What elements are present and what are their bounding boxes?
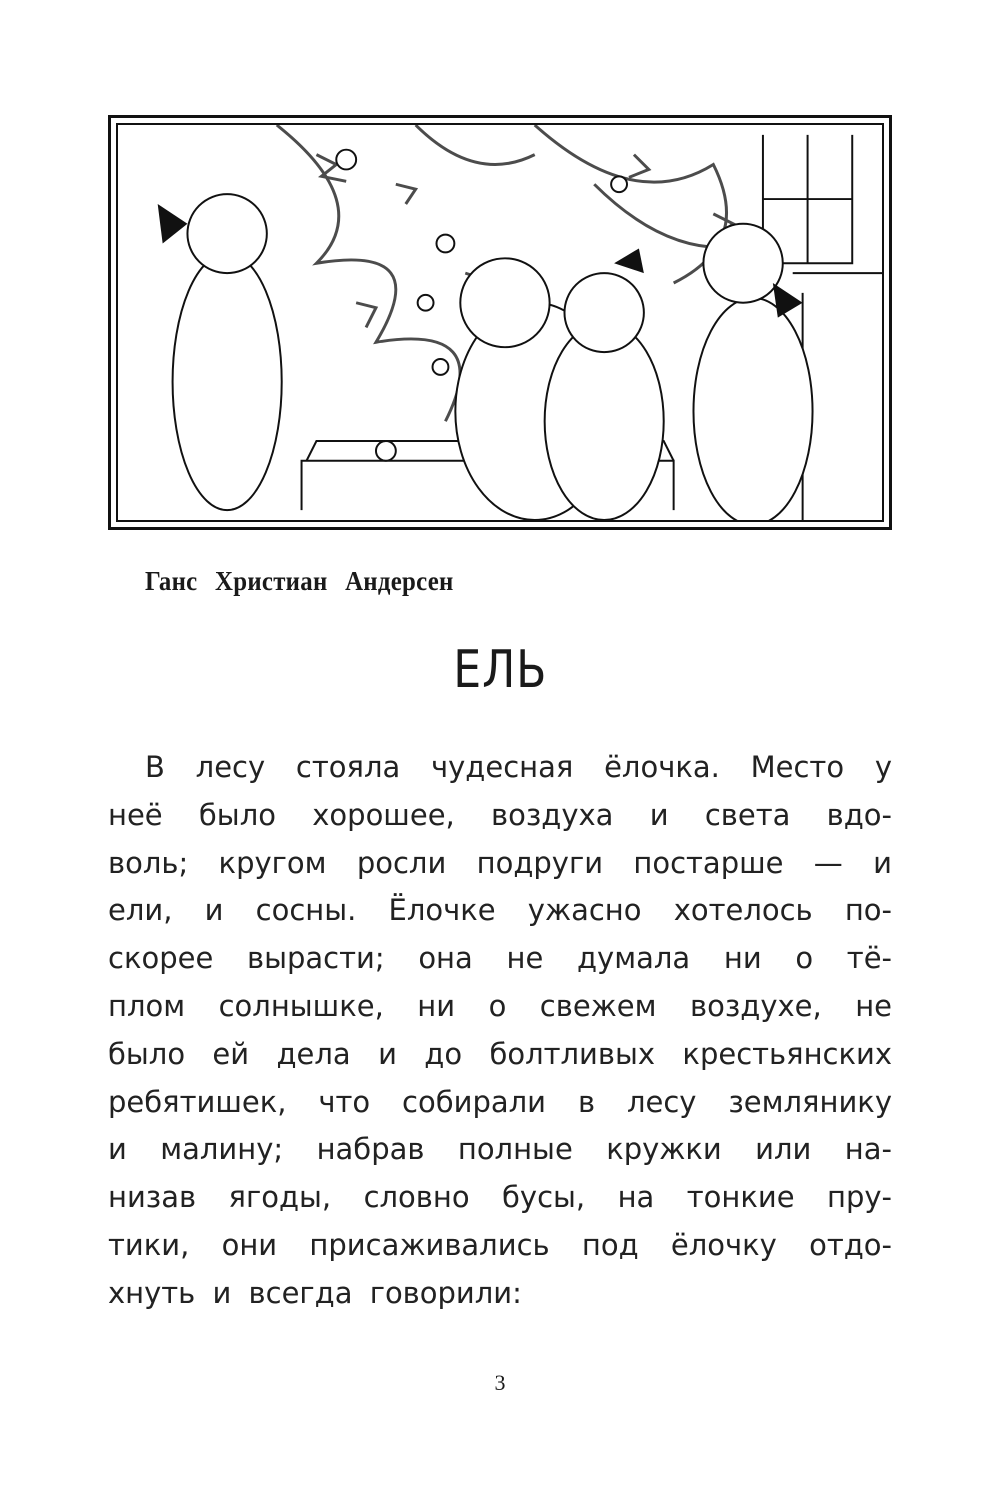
text-line: низав ягоды, словно бусы, на тонкие пру- [108, 1180, 892, 1215]
text-line: ребятишек, что собирали в лесу землянику [108, 1084, 892, 1119]
text-line: хнуть и всегда говорили: [108, 1275, 522, 1310]
text-line: ели, и сосны. Ёлочке ужасно хотелось по- [108, 893, 892, 928]
story-title [0, 640, 1000, 700]
christmas-tree-illustration [116, 123, 884, 522]
text-line: плом солнышке, ни о свежем воздухе, не [108, 988, 892, 1023]
illustration-frame [108, 115, 892, 530]
story-title-text: ЕЛЬ [452, 640, 548, 700]
page-number: 3 [494, 1370, 506, 1395]
text-line: скорее вырасти; она не думала ни о тё- [108, 941, 892, 976]
text-line: В лесу стояла чудесная ёлочка. Место у [145, 750, 892, 784]
text-line: было ей дела и до болтливых крестьянских [108, 1036, 892, 1071]
text-line: тики, они присаживались под ёлочку отдо- [108, 1227, 892, 1262]
illustration-image [118, 125, 882, 520]
story-text [108, 744, 892, 1318]
text-line: воль; кругом росли подруги постарше — и [108, 845, 892, 880]
text-line: неё было хорошее, воздуха и света вдо- [108, 797, 892, 832]
text-line: и малину; набрав полные кружки или на- [108, 1132, 892, 1167]
author-name: Ганс Христиан Андерсен [145, 566, 454, 596]
